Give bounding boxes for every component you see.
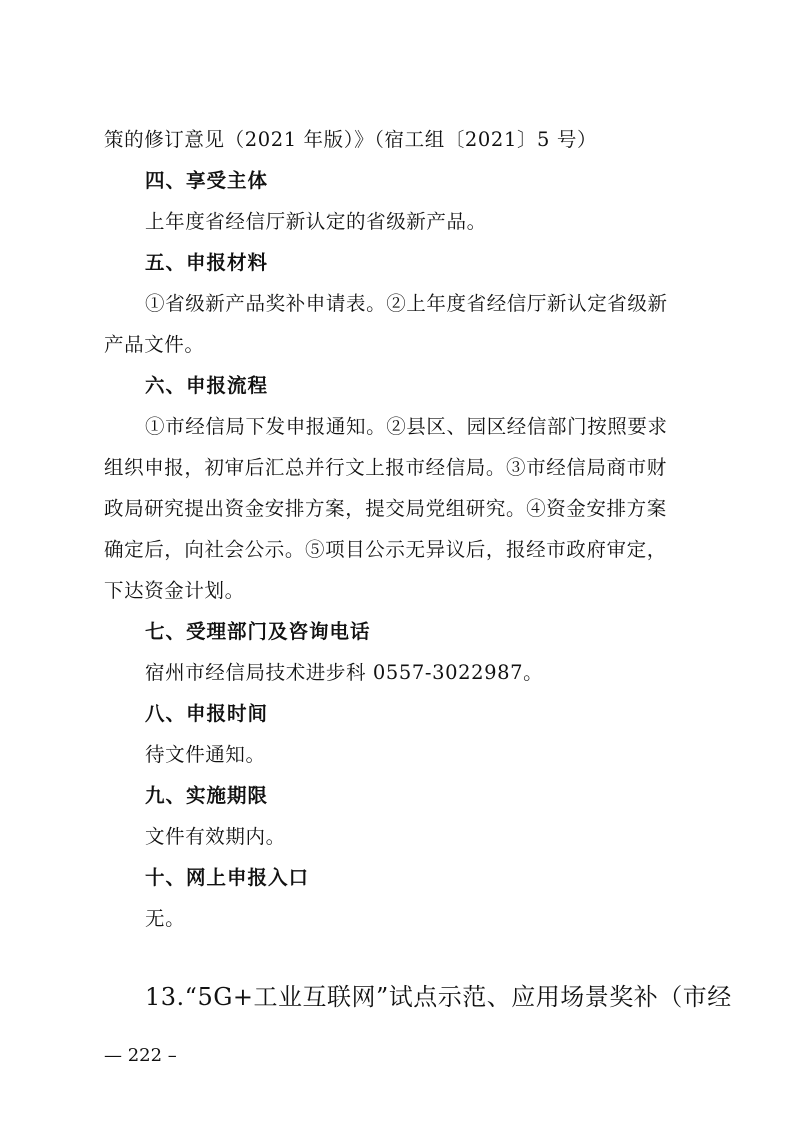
subsection-title: 13.“5G+工业互联网”试点示范、应用场景奖补（市经 — [145, 983, 732, 1011]
text-line: ①省级新产品奖补申请表。②上年度省经信厅新认定省级新 — [145, 292, 668, 315]
text-line: 组织申报，初审后汇总并行文上报市经信局。③市经信局商市财 — [104, 456, 667, 479]
text-line: 待文件通知。 — [145, 743, 266, 766]
text-line: 策的修订意见（2021 年版）》（宿工组〔2021〕5 号） — [104, 128, 598, 151]
text-line: ①市经信局下发申报通知。②县区、园区经信部门按照要求 — [145, 415, 668, 438]
text-line: 文件有效期内。 — [145, 825, 286, 848]
section-heading-subject: 四、享受主体 — [145, 169, 269, 192]
section-heading-materials: 五、申报材料 — [145, 251, 269, 274]
text-line: 无。 — [145, 907, 186, 930]
text-line: 政局研究提出资金安排方案，提交局党组研究。④资金安排方案 — [104, 497, 667, 520]
text-line: 确定后，向社会公示。⑤项目公示无异议后，报经市政府审定， — [104, 538, 667, 561]
section-heading-process: 六、申报流程 — [145, 374, 269, 397]
section-heading-time: 八、申报时间 — [145, 702, 269, 725]
text-line: 产品文件。 — [104, 333, 205, 356]
section-heading-contact: 七、受理部门及咨询电话 — [145, 620, 371, 643]
text-line: 宿州市经信局技术进步科 0557-3022987。 — [145, 661, 544, 684]
section-heading-online-entry: 十、网上申报入口 — [145, 866, 310, 889]
text-line: 上年度省经信厅新认定的省级新产品。 — [145, 210, 487, 233]
section-heading-period: 九、实施期限 — [145, 784, 269, 807]
page-number: — 222 – — [104, 1045, 177, 1066]
text-line: 下达资金计划。 — [104, 579, 245, 602]
